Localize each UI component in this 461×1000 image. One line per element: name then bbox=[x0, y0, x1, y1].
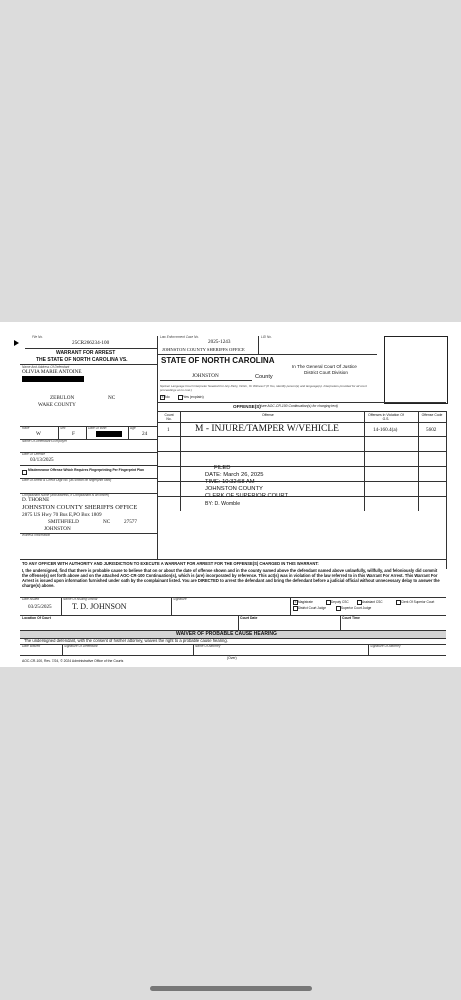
offenses-title: OFFENSE(S) bbox=[233, 403, 261, 409]
no-label: No bbox=[165, 394, 170, 399]
defendant-label: Name And Address Of Defendant bbox=[22, 364, 70, 369]
warrant-heading: TO ANY OFFICER WITH AUTHORITY AND JURISDICTION TO EXECUTE A WARRANT FOR ARREST FOR THE OFFENSE(S) CHARGED IN THIS WARRANT: bbox=[22, 561, 319, 566]
court-line-1: In The General Court Of Justice bbox=[292, 364, 357, 369]
race-label: Race bbox=[22, 426, 30, 430]
yes-label: Yes (explain) bbox=[183, 394, 204, 399]
offense-gs: 14-160.4(a) bbox=[373, 427, 398, 433]
offense-date-label: Date Of Offense bbox=[22, 452, 46, 456]
superior-judge-label: Superior Court Judge bbox=[341, 605, 372, 610]
defendant-county: WAKE COUNTY bbox=[38, 402, 76, 408]
warrant-document bbox=[0, 322, 461, 667]
file-no: 25CR266234-100 bbox=[72, 340, 110, 346]
complainant-name: D. THORNE bbox=[22, 497, 50, 503]
stamp-date: DATE: March 26, 2025 bbox=[205, 472, 264, 478]
official-label: Name Of Issuing Official bbox=[63, 597, 98, 601]
age: 24 bbox=[142, 431, 148, 437]
redacted-dob bbox=[96, 431, 122, 437]
county-word: County bbox=[255, 374, 273, 380]
waiver-title: WAIVER OF PROBABLE CAUSE HEARING bbox=[176, 630, 277, 637]
clerk-superior-label: Clerk Of Superior Court bbox=[401, 599, 435, 604]
court-date-label: Court Date bbox=[240, 615, 258, 620]
stamp-time: TIME: 10:32:58 AM bbox=[205, 479, 255, 485]
race: W bbox=[36, 431, 41, 437]
offense-description: M - INJURE/TAMPER W/VEHICLE bbox=[195, 424, 339, 434]
district-judge-label: District Court Judge bbox=[298, 605, 326, 610]
date-issued-label: Date Issued bbox=[22, 597, 40, 601]
attorney-name-label: Name Of Attorney bbox=[195, 644, 221, 648]
sex-label: Sex bbox=[60, 426, 66, 430]
complainant-label: Complainant Name (and address, if Complainant is an officer) bbox=[22, 493, 110, 497]
redacted-address bbox=[22, 376, 84, 382]
col-offense: Offense bbox=[262, 413, 274, 417]
over-label: (Over) bbox=[227, 655, 237, 660]
state-title: STATE OF NORTH CAROLINA bbox=[161, 355, 275, 365]
defendant-city: ZEBULON bbox=[50, 395, 75, 401]
misdemeanor-checkbox[interactable] bbox=[22, 470, 27, 475]
arrest-date-label: Date Of Arrest & Check Digit No. (as shown on fingerprint card) bbox=[22, 478, 112, 482]
date-issued: 03/25/2025 bbox=[28, 604, 52, 610]
location-label: Location Of Court bbox=[22, 615, 51, 620]
form-title: WARRANT FOR ARREST bbox=[56, 350, 116, 356]
complainant-county: JOHNSTON bbox=[44, 526, 71, 532]
law-enf-case: 2025-1243 bbox=[208, 339, 231, 345]
col-gs: Offenses In Violation Of G.S. bbox=[368, 413, 404, 421]
form-id: AOC-CR-100, Rev. 7/24, © 2024 Administrative Office of the Courts bbox=[22, 659, 124, 663]
court-line-2: District Court Division bbox=[304, 369, 348, 375]
assistant-csc-label: Assistant CSC bbox=[362, 599, 383, 604]
agency: JOHNSTON COUNTY SHERIFFS OFFICE bbox=[162, 347, 245, 352]
stamp-county: JOHNSTON COUNTY bbox=[205, 486, 263, 492]
lid-label: LID No. bbox=[261, 335, 272, 339]
signature-label: Signature bbox=[173, 597, 187, 601]
waiver-text: The undersigned defendant, with the consent of his/her attorney, waives the right to a probable cause hearing. bbox=[24, 638, 228, 643]
stamp-clerk: CLERK OF SUPERIOR COURT bbox=[205, 493, 288, 499]
corner-marker-icon bbox=[14, 340, 19, 346]
stamp-by: BY: D. Womble bbox=[205, 500, 241, 507]
offenses-note: (see AOC-CR-100 Continuation(s) for charging text) bbox=[260, 403, 338, 408]
complainant-state: NC bbox=[103, 519, 111, 525]
stamp-filed: FILED bbox=[214, 465, 231, 471]
no-checkbox[interactable]: X bbox=[161, 395, 164, 399]
age-label: Age bbox=[130, 426, 136, 430]
law-enf-case-label: Law Enforcement Case No. bbox=[160, 335, 199, 339]
defendant-name: OLIVIA MARIE ANTOINE bbox=[22, 368, 82, 375]
language-question: Spoken Language Court Interpreter Needed For Any Party, Victim, Or Witness? (If Yes, identify person(s) and language(s). Interpreters provided for all court proceedings at no cost.) bbox=[160, 384, 367, 392]
complainant-address: 2875 US Hwy 70 Bus E,PO Box 1809 bbox=[22, 512, 102, 518]
col-count: Count No. bbox=[164, 413, 174, 421]
offense-count: 1 bbox=[167, 427, 170, 433]
sex: F bbox=[72, 431, 75, 437]
file-no-label: File No. bbox=[32, 335, 43, 339]
offense-code: 5602 bbox=[426, 427, 437, 433]
photo-box bbox=[384, 336, 448, 404]
witness-label: Witness Information bbox=[22, 533, 51, 537]
state-vs: THE STATE OF NORTH CAROLINA VS. bbox=[36, 357, 128, 363]
offense-date: 03/13/2025 bbox=[30, 457, 54, 463]
court-time-label: Court Time bbox=[342, 615, 360, 620]
home-indicator[interactable] bbox=[150, 986, 312, 991]
defendant-state: NC bbox=[108, 395, 116, 401]
complainant-city: SMITHFIELD bbox=[48, 519, 79, 525]
warrant-body: I, the undersigned, find that there is probable cause to believe that on or about the date of offense shown and in the county named above the defendant named above unlawfully, willfully, and feloniously did commit the offense(s) set forth above and on the attached AOC-CR-100 Continuation(s), which is (are) incorporated by reference. This act(s) was in violation of the law referred to in this Warrant For Arrest. This Warrant For Arrest is issued upon information furnished under oath by the complainant listed. You are DIRECTED to arrest the defendant and bring the defendant before a judicial official without unnecessary delay to answer the charge(s) above. bbox=[22, 568, 440, 588]
county-name: JOHNSTON bbox=[192, 373, 219, 379]
dob-label: Date Of Birth bbox=[88, 426, 107, 430]
complainant-zip: 27577 bbox=[124, 519, 137, 525]
complainant-agency: JOHNSTON COUNTY SHERIFFS OFFICE bbox=[22, 504, 138, 511]
date-waived-label: Date Waived bbox=[22, 644, 41, 648]
sig-defendant-label: Signature Of Defendant bbox=[64, 644, 98, 648]
misdemeanor-text: Misdemeanor Offense Which Requires Fingerprinting Per Fingerprint Plan bbox=[28, 468, 144, 472]
employer-label: Name Of Defendant's Employer bbox=[22, 439, 67, 443]
sig-attorney-label: Signature Of Attorney bbox=[370, 644, 401, 648]
magistrate-checkbox[interactable]: X bbox=[294, 600, 297, 604]
official-name: T. D. JOHNSON bbox=[72, 602, 127, 611]
deputy-csc-label: Deputy CSC bbox=[331, 599, 349, 604]
col-code: Offense Code bbox=[421, 413, 443, 417]
magistrate-label: Magistrate bbox=[298, 599, 313, 604]
